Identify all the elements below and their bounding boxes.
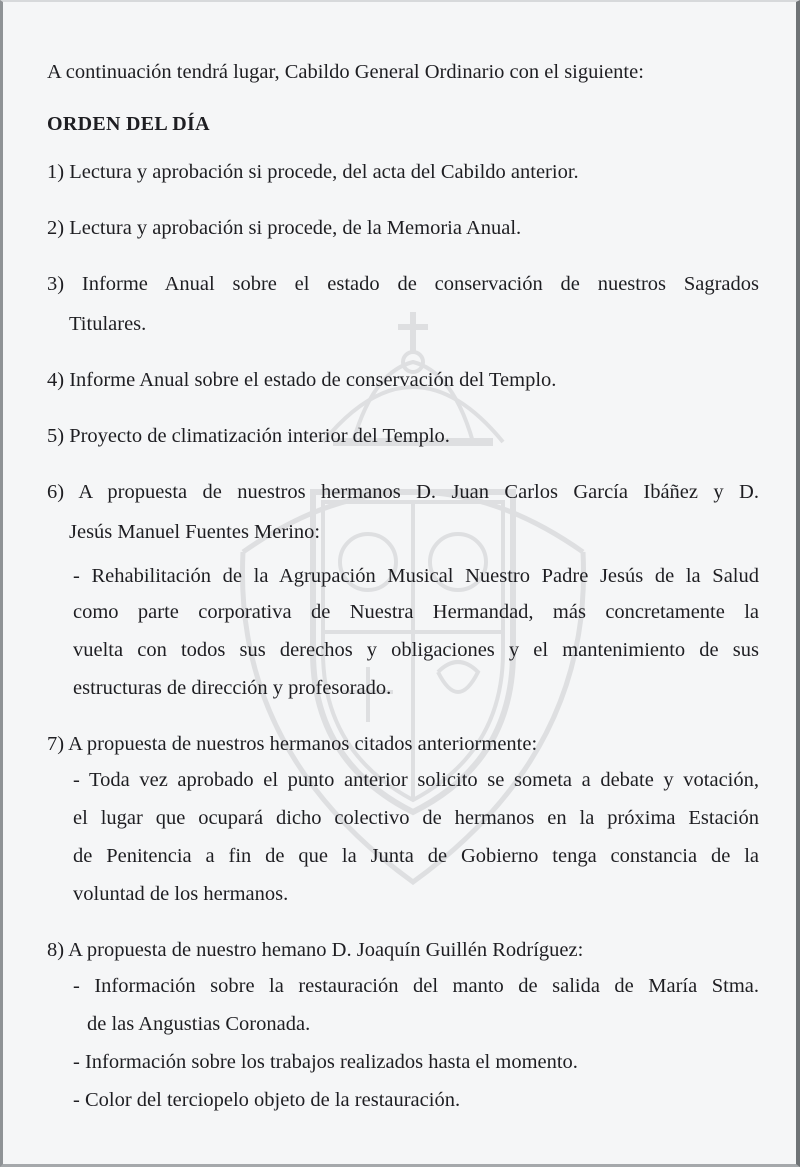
item-line: voluntad de los hermanos. [73, 883, 289, 905]
item-line: - Rehabilitación de la Agrupación Musical Nuestro Padre Jesús de la Salud [73, 565, 759, 587]
item-line: 5) Proyecto de climatización interior del Templo. [47, 425, 450, 447]
item-line: el lugar que ocupará dicho colectivo de hermanos en la próxima Estación [73, 807, 759, 829]
item-line: vuelta con todos sus derechos y obligaciones y el mantenimiento de sus [73, 639, 759, 661]
item-line: 6) A propuesta de nuestros hermanos D. Juan Carlos García Ibáñez y D. [47, 481, 759, 503]
item-line: de Penitencia a fin de que la Junta de Gobierno tenga constancia de la [73, 845, 759, 867]
item-line: 7) A propuesta de nuestros hermanos citados anteriormente: [47, 733, 538, 755]
item-line: 8) A propuesta de nuestro hemano D. Joaquín Guillén Rodríguez: [47, 939, 584, 961]
item-line: 1) Lectura y aprobación si procede, del acta del Cabildo anterior. [47, 161, 579, 183]
item-line: 2) Lectura y aprobación si procede, de la Memoria Anual. [47, 217, 522, 239]
item-line: - Color del terciopelo objeto de la restauración. [73, 1089, 461, 1111]
agenda-heading: ORDEN DEL DÍA [47, 113, 210, 135]
item-line: - Información sobre los trabajos realizados hasta el momento. [73, 1051, 578, 1073]
item-line: 4) Informe Anual sobre el estado de conservación del Templo. [47, 369, 557, 391]
item-line: - Información sobre la restauración del manto de salida de María Stma. [73, 975, 759, 997]
item-line: - Toda vez aprobado el punto anterior solicito se someta a debate y votación, [73, 769, 759, 791]
item-line: de las Angustias Coronada. [87, 1013, 311, 1035]
item-line: como parte corporativa de Nuestra Hermandad, más concretamente la [73, 601, 759, 623]
item-line: Titulares. [69, 313, 147, 335]
item-line: Jesús Manuel Fuentes Merino: [69, 521, 321, 543]
item-line: estructuras de dirección y profesorado. [73, 677, 392, 699]
item-line: 3) Informe Anual sobre el estado de conservación de nuestros Sagrados [47, 273, 759, 295]
intro-text: A continuación tendrá lugar, Cabildo General Ordinario con el siguiente: [47, 61, 644, 83]
